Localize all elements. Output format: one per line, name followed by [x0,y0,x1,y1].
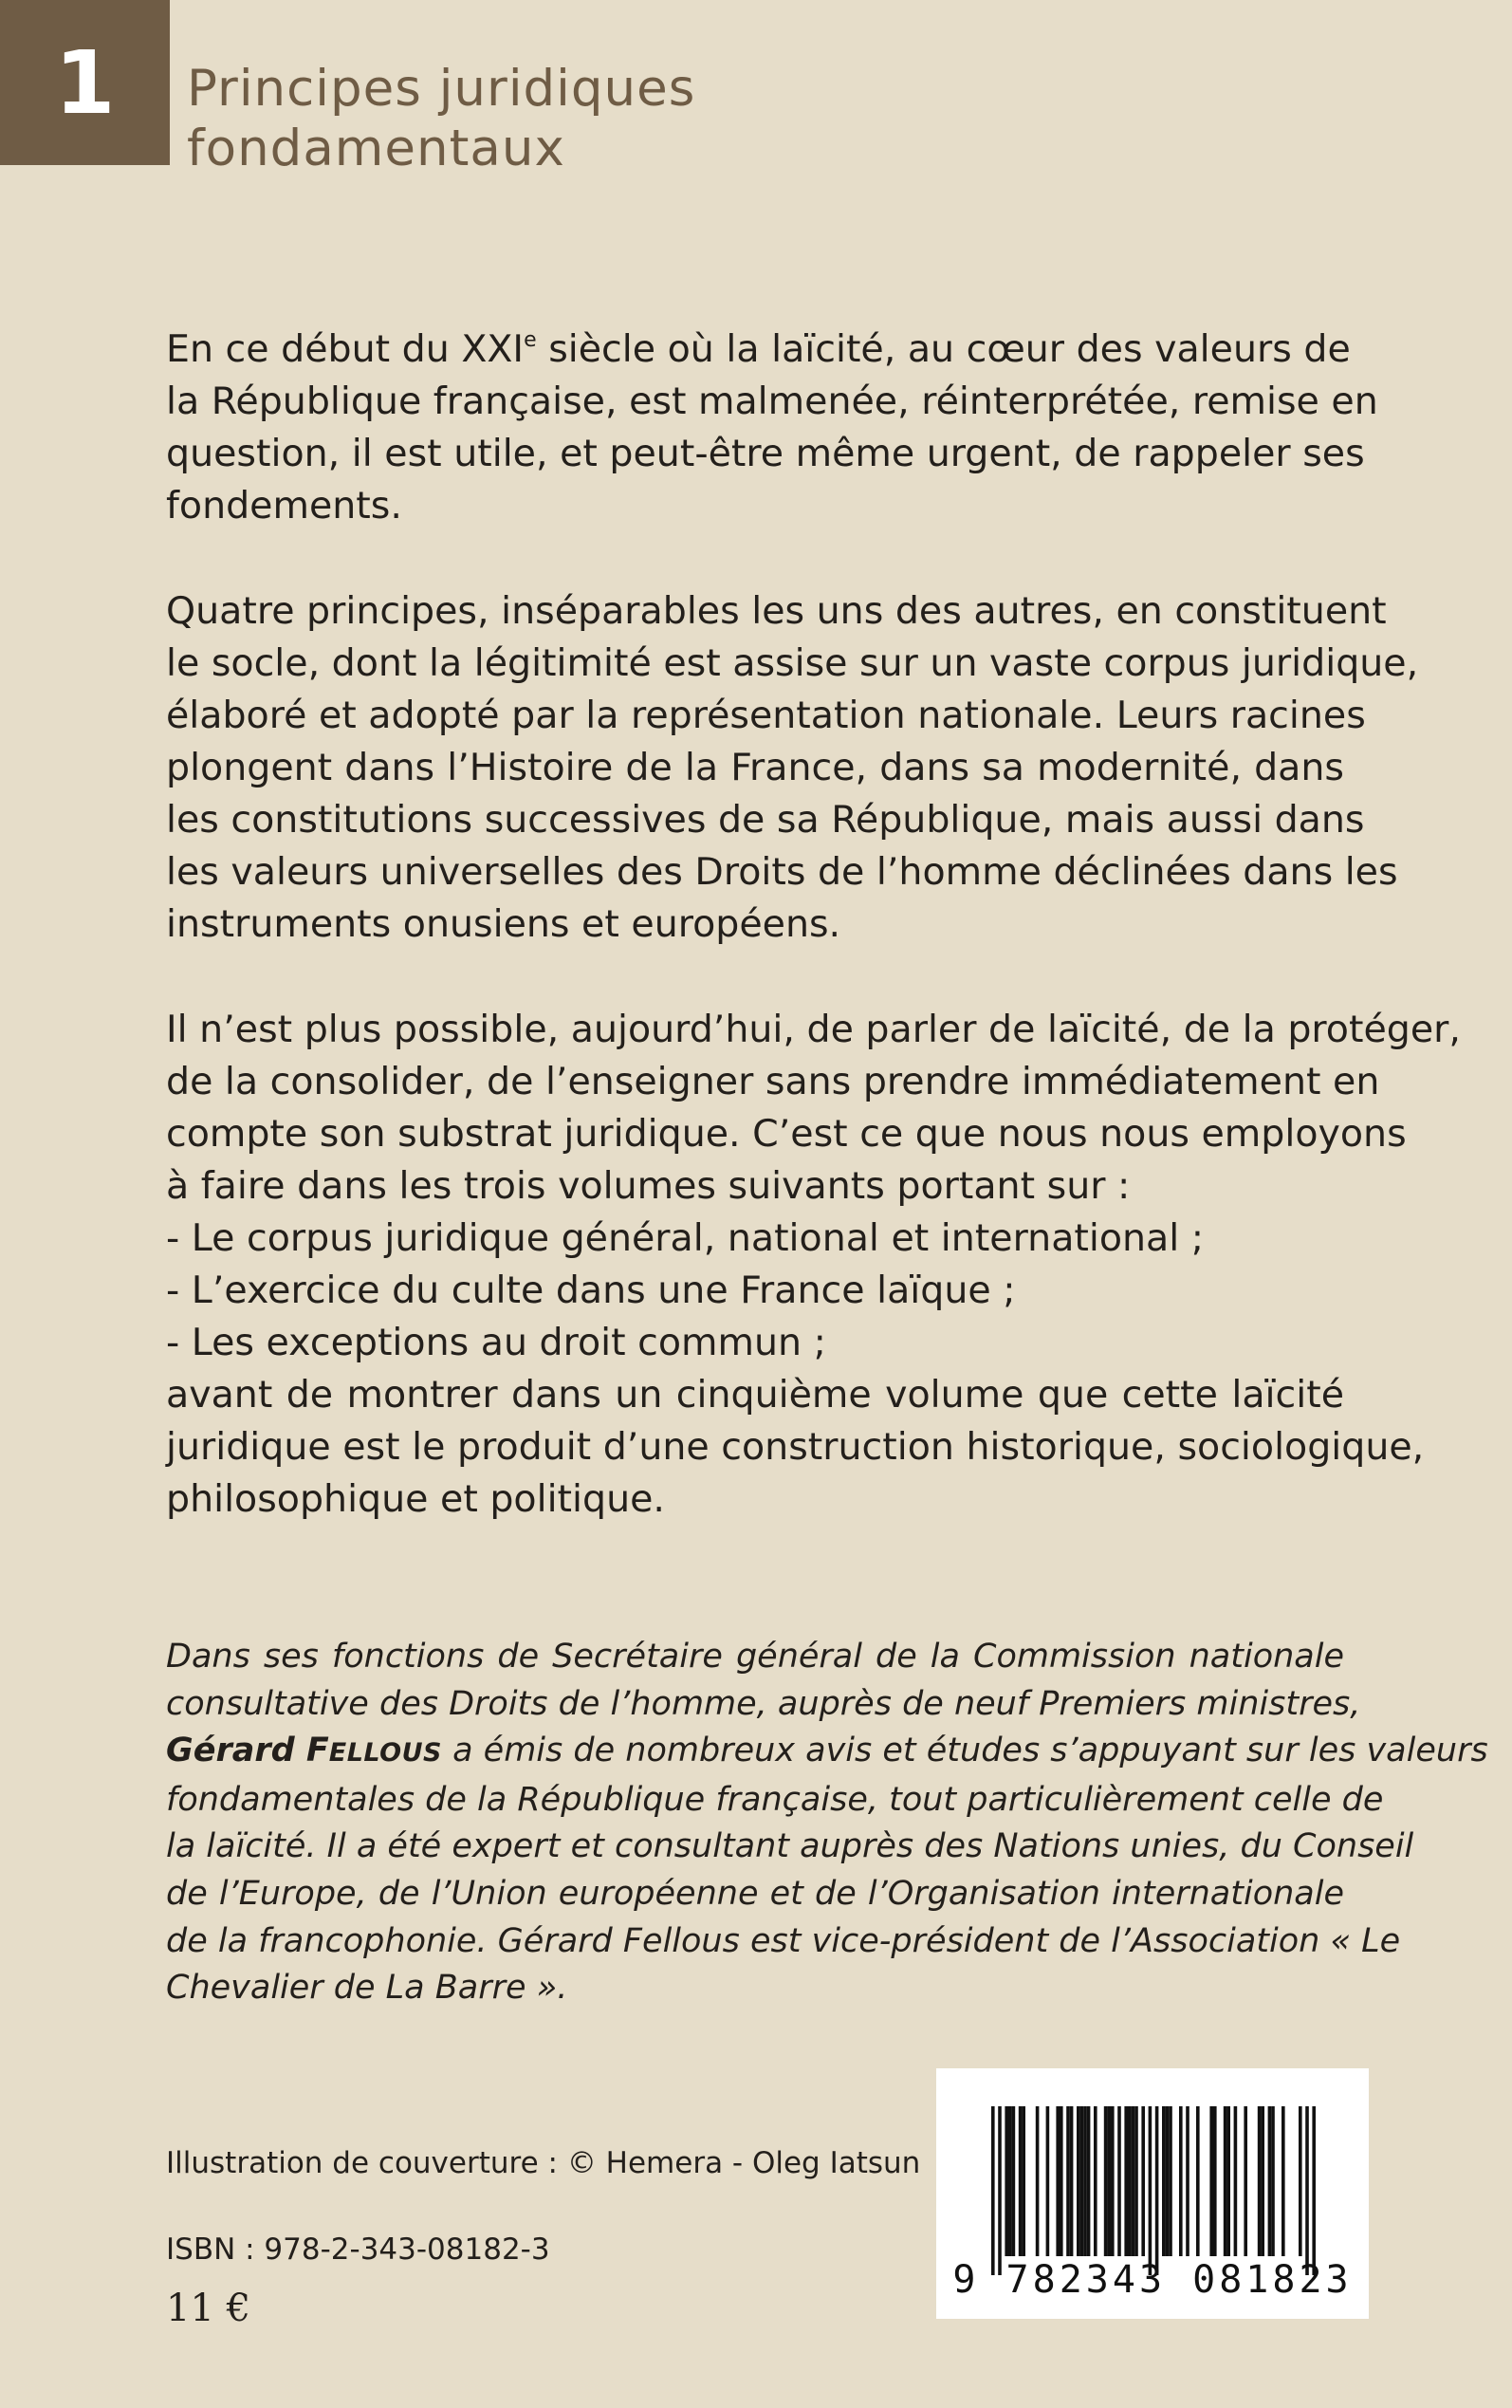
bio-line: Chevalier de La Barre ». [166,1969,568,2008]
paragraph-volumes [166,1004,1461,1526]
paragraph-line: instruments onusiens et européens. [166,902,841,946]
barcode-bar [1070,2106,1074,2256]
barcode-bar [1080,2106,1084,2256]
barcode-bar [1132,2106,1135,2256]
barcode-bar [1226,2106,1230,2256]
paragraph-line: En ce début du XXIe siècle où la laïcité, au cœur des valeurs de [166,327,1351,371]
barcode-bar [1224,2106,1227,2256]
bio-line: de la francophonie. Gérard Fellous est vice-président de l’Association « Le [166,1921,1401,1960]
barcode-bar [1149,2106,1152,2275]
paragraph-line: les constitutions successives de sa République, mais aussi dans [166,798,1365,842]
series-title-line2: fondamentaux [187,120,565,177]
barcode-bar [1261,2106,1264,2256]
barcode-bar [1046,2106,1050,2256]
barcode-bar [1213,2106,1217,2256]
paragraph-line: compte son substrat juridique. C’est ce que nous nous employons [166,1112,1407,1156]
bio-line: Dans ses fonctions de Secrétaire général de la Commission nationale [166,1638,1344,1676]
barcode-bar [1299,2106,1302,2256]
barcode-bar [1036,2106,1040,2256]
barcode-bar [1234,2106,1238,2256]
barcode-bar [1155,2106,1159,2275]
barcode-bar [1005,2106,1008,2256]
author-name: Gérard FELLOUS [166,1732,442,1770]
volume-number: 1 [54,31,116,134]
list-item: - Le corpus juridique général, national et international ; [166,1216,1205,1260]
bio-line: de l’Europe, de l’Union européenne et de l’Organisation internationale [166,1874,1344,1913]
isbn: ISBN : 978-2-343-08182-3 [166,2232,550,2267]
barcode-bar [1305,2106,1309,2275]
paragraph-intro [166,324,1378,532]
paragraph-line: la République française, est malmenée, réinterprétée, remise en [166,380,1378,423]
barcode-bar [1179,2106,1183,2256]
paragraph-line: Il n’est plus possible, aujourd’hui, de parler de laïcité, de la protéger, [166,1008,1461,1051]
barcode-bar [998,2106,1002,2275]
barcode-digits: 9 782343 081823 [952,2258,1353,2302]
barcode-bar [1162,2106,1166,2256]
paragraph-line: plongent dans l’Histoire de la France, dans sa modernité, dans [166,746,1344,789]
barcode-bar [1186,2106,1189,2256]
barcode-bar [1022,2106,1025,2256]
paragraph-line: juridique est le produit d’une construction historique, sociologique, [166,1425,1425,1469]
barcode-bar [1268,2106,1272,2256]
barcode-bar [1128,2106,1132,2256]
bio-line: la laïcité. Il a été expert et consultant auprès des Nations unies, du Conseil [166,1827,1414,1866]
barcode-bar [1169,2106,1172,2256]
cover-illustration-credit: Illustration de couverture : © Hemera - Oleg Iatsun [166,2146,921,2180]
barcode-bar [1094,2106,1097,2256]
list-item: - Les exceptions au droit commun ; [166,1321,826,1364]
paragraph-line: question, il est utile, et peut-être même urgent, de rappeler ses [166,432,1365,475]
series-title-line1: Principes juridiques [187,60,696,118]
bio-line: fondamentales de la République française, tout particulièrement celle de [166,1780,1384,1819]
barcode-bar [1019,2106,1023,2256]
barcode-bar [991,2106,995,2275]
barcode-bar [1056,2106,1060,2256]
price: 11 € [166,2287,251,2330]
series-title [187,59,695,178]
paragraph-line: philosophique et politique. [166,1477,665,1521]
paragraph-principles [166,585,1419,951]
paragraph-line: fondements. [166,484,402,528]
barcode-bar [1060,2106,1063,2256]
barcode-bar [1141,2106,1145,2256]
bio-line: consultative des Droits de l’homme, auprès de neuf Premiers ministres, [166,1684,1361,1723]
paragraph-line: élaboré et adopté par la représentation nationale. Leurs racines [166,694,1366,737]
barcode-bar [1258,2106,1262,2256]
barcode-bar [1104,2106,1108,2256]
paragraph-line: Quatre principes, inséparables les uns des autres, en constituent [166,589,1387,633]
barcode-bar [1107,2106,1111,2256]
barcode-bar [1166,2106,1170,2256]
barcode-bar [1066,2106,1070,2256]
barcode [936,2068,1369,2319]
paragraph-line: avant de montrer dans un cinquième volume que cette laïcité [166,1373,1344,1417]
barcode-bar [1117,2106,1121,2256]
paragraph-line: de la consolider, de l’enseigner sans prendre immédiatement en [166,1060,1380,1103]
barcode-bar [1196,2106,1200,2256]
list-item: - L’exercice du culte dans une France laïque ; [166,1269,1016,1312]
barcode-bar [1077,2106,1080,2256]
barcode-bar [1312,2106,1316,2275]
paragraph-line: le socle, dont la légitimité est assise sur un vaste corpus juridique, [166,641,1419,685]
paragraph-line: à faire dans les trois volumes suivants portant sur : [166,1164,1131,1208]
barcode-bar [1134,2106,1138,2256]
barcode-bar [1012,2106,1016,2256]
volume-number-badge [0,0,170,165]
barcode-bar [1209,2106,1213,2256]
bio-line: Gérard FELLOUS a émis de nombreux avis et études s’appuyant sur les valeurs [166,1732,1488,1770]
barcode-bar [1244,2106,1247,2256]
barcode-bar [1083,2106,1087,2256]
barcode-bar [1008,2106,1012,2256]
author-bio [166,1634,1488,2012]
paragraph-line: les valeurs universelles des Droits de l’homme déclinées dans les [166,850,1398,894]
barcode-bar [1124,2106,1128,2256]
barcode-bar [1087,2106,1091,2256]
barcode-bar [1111,2106,1115,2256]
barcode-bar [1271,2106,1275,2256]
barcode-bar [1282,2106,1285,2256]
